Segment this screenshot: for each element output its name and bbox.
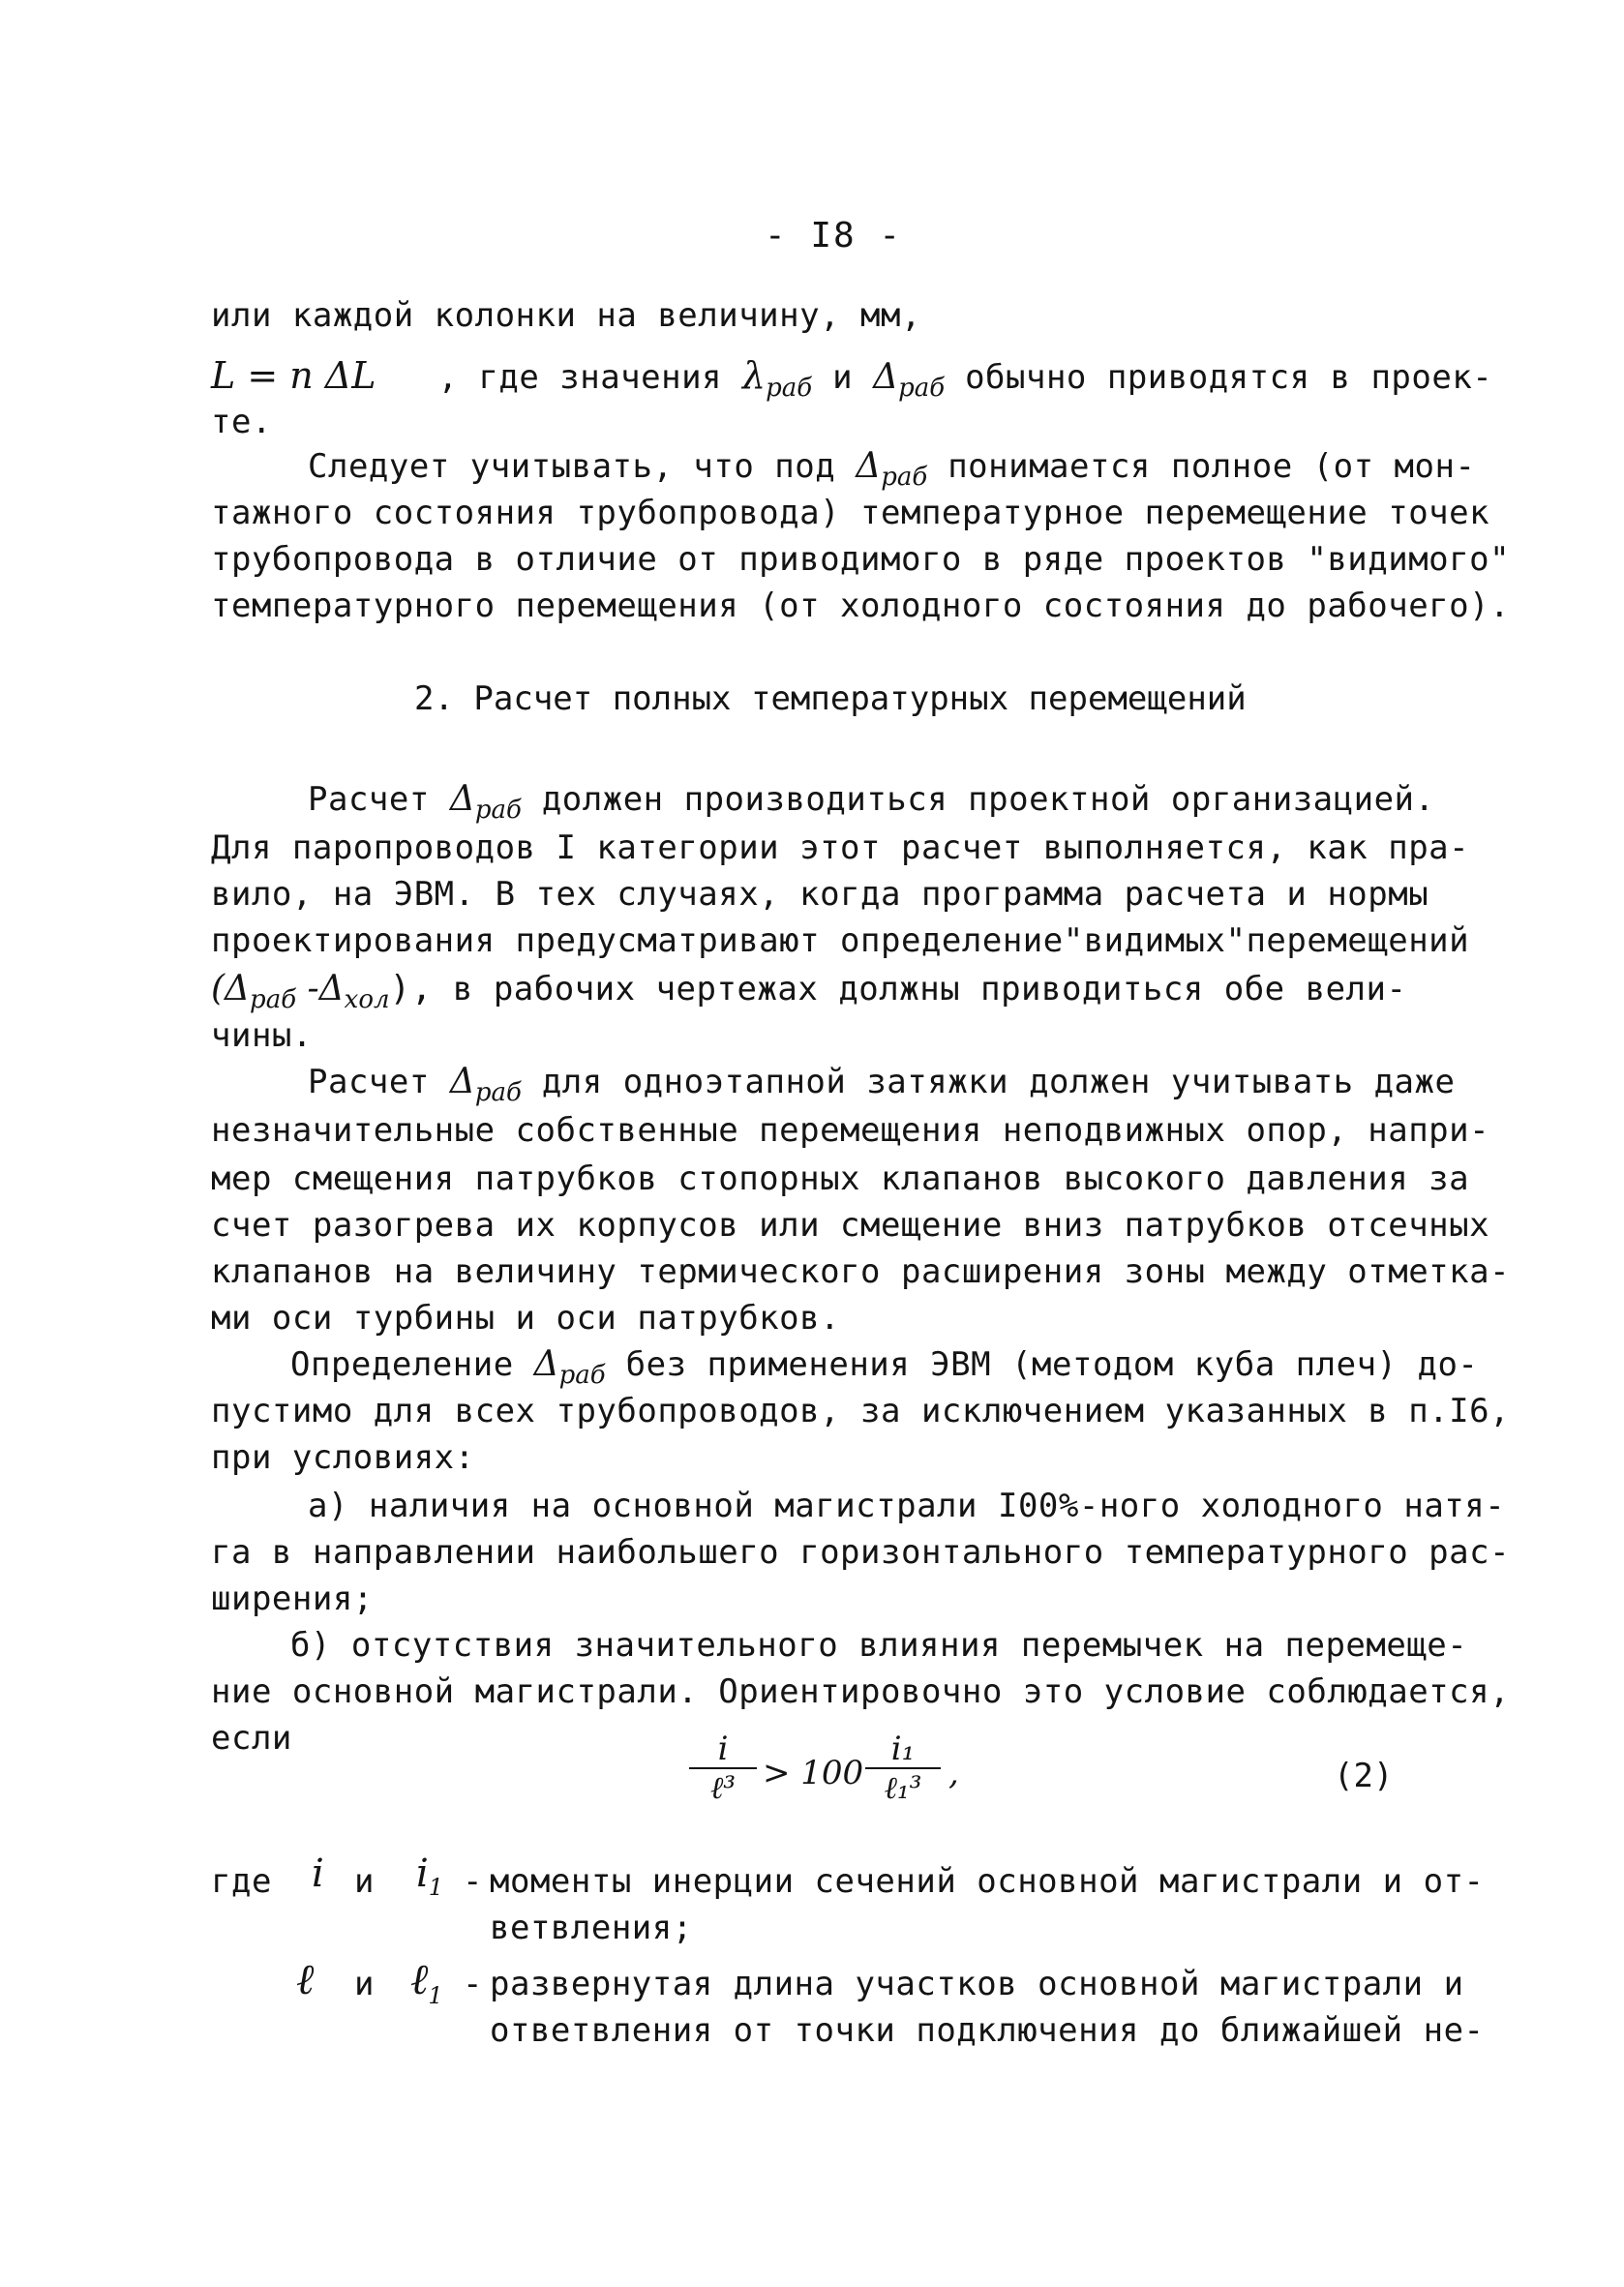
definition-line-2: пустимо для всех трубопроводов, за исключением указанных в п.I6,	[211, 1392, 1511, 1430]
lambda-symbol: λ	[742, 354, 767, 397]
formula-l-equals-n-delta-l: L = n ΔL	[211, 354, 376, 397]
expr-open: (Δ	[211, 969, 251, 1008]
where-label: где	[211, 1862, 272, 1901]
condition-b-line-3: если	[211, 1719, 292, 1758]
calc-line-1	[308, 780, 1434, 829]
single-text-b: для одноэтапной затяжки должен учитывать даже	[541, 1063, 1456, 1101]
expr-sub-rab: раб	[250, 985, 297, 1014]
and-label-1: и	[354, 1862, 375, 1901]
formula-left-denominator: ℓ³	[709, 1769, 737, 1806]
intro-text-c: обычно приводятся в проек-	[965, 358, 1493, 397]
expr-close: ),	[389, 969, 433, 1008]
note-text-a: Следует учитывать, что под	[308, 447, 836, 486]
definition-text-a: Определение	[290, 1345, 514, 1384]
condition-a-line-2: га в направлении наибольшего горизонтального температурного рас-	[211, 1533, 1511, 1572]
i-symbol: i	[312, 1851, 324, 1896]
lambda-subscript: раб	[766, 374, 813, 403]
definition-line-1	[290, 1345, 1478, 1395]
l-definition-line-1: развернутая длина участков основной магистрали и	[490, 1965, 1464, 2003]
calc-text-a: Расчет	[308, 780, 430, 819]
note-line-1	[308, 447, 1475, 497]
formula-trailing-comma: ,	[948, 1754, 959, 1792]
delta-rab-symbol: Δ	[449, 1062, 475, 1101]
single-line-2: незначительные собственные перемещения неподвижных опор, напри-	[211, 1111, 1490, 1150]
single-line-4: счет разогрева их корпусов или смещение вниз патрубков отсечных	[211, 1206, 1490, 1245]
formula-left-numerator: i	[689, 1730, 757, 1769]
delta-rab-subscript: раб	[474, 1078, 522, 1107]
calc-line-3: вило, на ЭВМ. В тех случаях, когда программа расчета и нормы	[211, 875, 1429, 914]
formula-2	[689, 1730, 979, 1837]
condition-b-line-2: ние основной магистрали. Ориентировочно это условие соблюдается,	[211, 1672, 1511, 1711]
i-definition-line-2: ветвления;	[490, 1909, 693, 1947]
l-definition-line-2: ответвления от точки подключения до ближайшей не-	[490, 2011, 1485, 2050]
l1-symbol: ℓ$_1$	[410, 1955, 443, 2009]
single-line-6: ми оси турбины и оси патрубков.	[211, 1299, 841, 1338]
single-line-1	[308, 1063, 1455, 1112]
section-heading: 2. Расчет полных температурных перемещений	[414, 679, 1247, 718]
intro-text-a: , где значения	[437, 358, 723, 397]
page-number: - I8 -	[765, 216, 903, 256]
delta-rab-symbol: Δ	[449, 779, 475, 819]
condition-b-line-1: б) отсутствия значительного влияния перемычек на перемеще-	[290, 1626, 1468, 1665]
intro-line-1: или каждой колонки на величину, мм,	[211, 296, 921, 335]
delta-rab-symbol: Δ	[856, 446, 882, 486]
intro-text-b: и	[832, 358, 854, 397]
single-text-a: Расчет	[308, 1063, 430, 1101]
equation-number: (2)	[1334, 1757, 1394, 1795]
l-symbol: ℓ	[296, 1955, 315, 2004]
condition-a-line-3: ширения;	[211, 1580, 374, 1618]
note-line-2: тажного состояния трубопровода) температурное перемещение точек	[211, 494, 1490, 532]
dash-2: -	[463, 1965, 483, 2003]
delta-rab-symbol: Δ	[533, 1344, 559, 1384]
i-definition-line-1: моменты инерции сечений основной магистрали и от-	[490, 1862, 1485, 1901]
formula-right-fraction	[865, 1730, 941, 1806]
note-line-3: трубопровода в отличие от приводимого в ряде проектов "видимого"	[211, 540, 1511, 579]
definition-text-b: без применения ЭВМ (методом куба плеч) до-	[625, 1345, 1479, 1384]
calc-line-4: проектирования предусматривают определение"видимых"перемещений	[211, 921, 1470, 960]
calc-line-6: чины.	[211, 1016, 313, 1055]
delta-symbol: Δ	[873, 357, 899, 397]
and-label-2: и	[354, 1965, 375, 2003]
intro-line-2	[211, 354, 1493, 407]
formula-left-fraction	[689, 1730, 757, 1806]
note-text-b: понимается полное (от мон-	[947, 447, 1476, 486]
condition-a-line-1: а) наличия на основной магистрали I00%-ного холодного натя-	[308, 1487, 1506, 1525]
delta-rab-subscript: раб	[558, 1361, 606, 1390]
single-line-5: клапанов на величину термического расширения зоны между отметка-	[211, 1252, 1511, 1291]
formula-right-denominator: ℓ₁³	[884, 1769, 922, 1806]
expr-mid: -Δ	[296, 969, 345, 1008]
calc-text-5b: в рабочих чертежах должны приводиться обе вели-	[452, 970, 1407, 1008]
delta-subscript: раб	[898, 374, 946, 403]
delta-rab-subscript: раб	[474, 796, 522, 825]
formula-relation: > 100	[763, 1754, 864, 1792]
intro-line-3: те.	[211, 403, 272, 441]
delta-rab-subscript: раб	[881, 463, 928, 492]
expr-sub-hol: хол	[344, 985, 390, 1014]
calc-line-2: Для паропроводов I категории этот расчет выполняется, как пра-	[211, 828, 1470, 867]
i1-symbol: $i_1$	[416, 1851, 444, 1901]
formula-right-numerator: i₁	[865, 1730, 941, 1769]
calc-text-b: должен производиться проектной организацией.	[541, 780, 1435, 819]
calc-line-5	[211, 970, 1406, 1019]
dash-1: -	[463, 1862, 483, 1901]
single-line-3: мер смещения патрубков стопорных клапанов высокого давления за	[211, 1159, 1470, 1198]
note-line-4: температурного перемещения (от холодного состояния до рабочего).	[211, 587, 1511, 625]
definition-line-3: при условиях:	[211, 1438, 475, 1477]
